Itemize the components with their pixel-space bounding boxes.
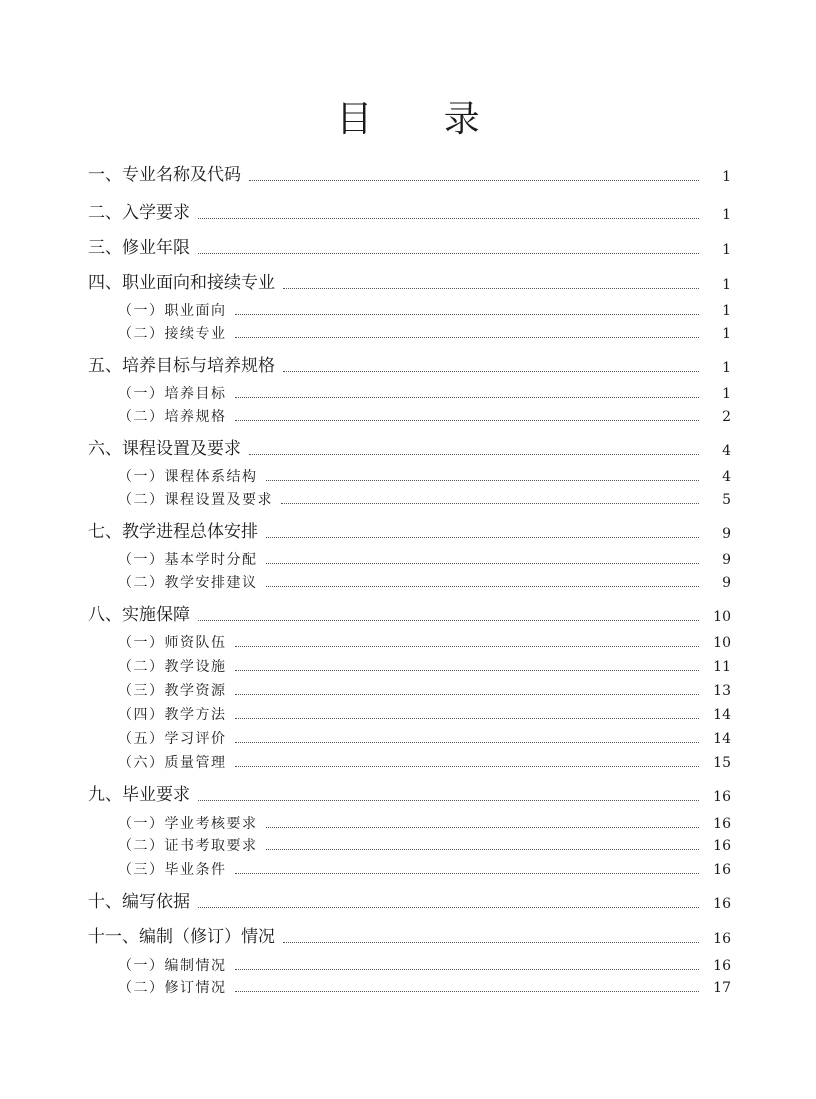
toc-entry-label: （二）证书考取要求 xyxy=(118,838,258,854)
toc-subentry-8-4[interactable] xyxy=(118,702,731,724)
dot-leader xyxy=(235,420,700,421)
toc-entry-label: 三、修业年限 xyxy=(88,238,190,258)
toc-subentry-9-2[interactable] xyxy=(118,833,731,855)
toc-subentry-6-2[interactable] xyxy=(118,487,731,509)
toc-entry-label: 二、入学要求 xyxy=(88,203,190,223)
dot-leader xyxy=(283,288,699,289)
dot-leader xyxy=(198,907,699,908)
toc-entry-label: （六）质量管理 xyxy=(118,755,227,771)
toc-page-number: 1 xyxy=(722,277,731,293)
toc-page-number: 14 xyxy=(713,731,731,747)
toc-entry-label: （四）教学方法 xyxy=(118,707,227,723)
toc-page-number: 17 xyxy=(713,980,731,996)
toc-entry-9[interactable] xyxy=(88,780,731,806)
toc-page-number: 1 xyxy=(722,326,731,342)
toc-entry-label: （三）教学资源 xyxy=(118,683,227,699)
toc-page-number: 10 xyxy=(713,609,731,625)
toc-entry-10[interactable] xyxy=(88,887,731,913)
toc-page-number: 9 xyxy=(722,526,731,542)
toc-entry-label: （一）编制情况 xyxy=(118,958,227,974)
dot-leader xyxy=(283,371,699,372)
toc-entry-2[interactable] xyxy=(88,198,731,224)
dot-leader xyxy=(235,670,700,671)
toc-subentry-7-2[interactable] xyxy=(118,570,731,592)
toc-page-number: 2 xyxy=(722,409,731,425)
dot-leader xyxy=(235,991,700,992)
toc-page-number: 16 xyxy=(713,931,731,947)
page-title: 目 录 xyxy=(336,99,510,140)
toc-page-number: 1 xyxy=(722,303,731,319)
toc-page-number: 10 xyxy=(713,635,731,651)
dot-leader xyxy=(266,563,700,564)
toc-subentry-8-3[interactable] xyxy=(118,678,731,700)
toc-entry-label: 八、实施保障 xyxy=(88,605,190,625)
dot-leader xyxy=(281,503,699,504)
toc-subentry-6-1[interactable] xyxy=(118,464,731,486)
toc-page-number: 16 xyxy=(713,789,731,805)
dot-leader xyxy=(249,454,699,455)
toc-page-number: 14 xyxy=(713,707,731,723)
toc-page-number: 15 xyxy=(713,755,731,771)
toc-entry-4[interactable] xyxy=(88,268,731,294)
toc-subentry-5-2[interactable] xyxy=(118,404,731,426)
toc-entry-label: 五、培养目标与培养规格 xyxy=(88,356,275,376)
dot-leader xyxy=(198,218,699,219)
dot-leader xyxy=(198,620,699,621)
dot-leader xyxy=(235,694,700,695)
toc-page-number: 4 xyxy=(722,469,731,485)
toc-entry-6[interactable] xyxy=(88,434,731,460)
toc-entry-label: （一）师资队伍 xyxy=(118,635,227,651)
dot-leader xyxy=(266,480,700,481)
toc-entry-label: （二）接续专业 xyxy=(118,326,227,342)
toc-page-number: 9 xyxy=(722,575,731,591)
toc-page-number: 1 xyxy=(722,169,731,185)
toc-entry-label: 九、毕业要求 xyxy=(88,785,190,805)
toc-subentry-7-1[interactable] xyxy=(118,547,731,569)
toc-entry-label: 四、职业面向和接续专业 xyxy=(88,273,275,293)
toc-subentry-8-5[interactable] xyxy=(118,726,731,748)
toc-subentry-8-2[interactable] xyxy=(118,654,731,676)
dot-leader xyxy=(235,969,700,970)
toc-page-number: 16 xyxy=(713,958,731,974)
toc-entry-label: 十、编写依据 xyxy=(88,892,190,912)
toc-entry-11[interactable] xyxy=(88,922,731,948)
toc-subentry-9-1[interactable] xyxy=(118,811,731,833)
toc-page-number: 16 xyxy=(713,838,731,854)
toc-entry-7[interactable] xyxy=(88,517,731,543)
toc-page-number: 16 xyxy=(713,896,731,912)
toc-entry-label: 十一、编制（修订）情况 xyxy=(88,927,275,947)
toc-subentry-4-2[interactable] xyxy=(118,321,731,343)
toc-subentry-11-1[interactable] xyxy=(118,953,731,975)
toc-page-number: 9 xyxy=(722,552,731,568)
dot-leader xyxy=(235,314,700,315)
dot-leader xyxy=(235,337,700,338)
toc-subentry-11-2[interactable] xyxy=(118,975,731,997)
dot-leader xyxy=(283,942,699,943)
toc-page-number: 5 xyxy=(722,492,731,508)
toc-entry-3[interactable] xyxy=(88,233,731,259)
toc-subentry-8-6[interactable] xyxy=(118,750,731,772)
toc-entry-label: （五）学习评价 xyxy=(118,731,227,747)
toc-entry-label: 七、教学进程总体安排 xyxy=(88,522,258,542)
toc-entry-label: （二）课程设置及要求 xyxy=(118,492,273,508)
toc-page-number: 1 xyxy=(722,386,731,402)
toc-entry-label: （一）职业面向 xyxy=(118,303,227,319)
dot-leader xyxy=(235,718,700,719)
toc-entry-label: （一）学业考核要求 xyxy=(118,816,258,832)
toc-entry-1[interactable] xyxy=(88,160,731,186)
dot-leader xyxy=(235,873,700,874)
toc-entry-label: （一）培养目标 xyxy=(118,386,227,402)
toc-entry-label: 六、课程设置及要求 xyxy=(88,439,241,459)
toc-page-number: 16 xyxy=(713,816,731,832)
toc-page-number: 4 xyxy=(722,443,731,459)
toc-entry-8[interactable] xyxy=(88,600,731,626)
dot-leader xyxy=(235,646,700,647)
dot-leader xyxy=(235,397,700,398)
toc-page-number: 1 xyxy=(722,242,731,258)
toc-entry-label: （一）课程体系结构 xyxy=(118,469,258,485)
toc-subentry-5-1[interactable] xyxy=(118,381,731,403)
toc-entry-label: 一、专业名称及代码 xyxy=(88,165,241,185)
toc-entry-label: （二）教学安排建议 xyxy=(118,575,258,591)
toc-entry-label: （二）修订情况 xyxy=(118,980,227,996)
dot-leader xyxy=(266,849,700,850)
toc-page-number: 13 xyxy=(713,683,731,699)
toc-entry-label: （一）基本学时分配 xyxy=(118,552,258,568)
toc-page-number: 11 xyxy=(713,659,731,675)
dot-leader xyxy=(249,180,699,181)
dot-leader xyxy=(266,586,700,587)
toc-page-number: 1 xyxy=(722,207,731,223)
toc-subentry-4-1[interactable] xyxy=(118,298,731,320)
dot-leader xyxy=(235,766,700,767)
toc-subentry-9-3[interactable] xyxy=(118,857,731,879)
dot-leader xyxy=(235,742,700,743)
dot-leader xyxy=(198,253,699,254)
dot-leader xyxy=(266,537,699,538)
dot-leader xyxy=(266,827,700,828)
toc-entry-label: （三）毕业条件 xyxy=(118,862,227,878)
toc-entry-5[interactable] xyxy=(88,351,731,377)
toc-subentry-8-1[interactable] xyxy=(118,630,731,652)
toc-page-number: 16 xyxy=(713,862,731,878)
toc-entry-label: （二）教学设施 xyxy=(118,659,227,675)
dot-leader xyxy=(198,800,699,801)
toc-page-number: 1 xyxy=(722,360,731,376)
toc-entry-label: （二）培养规格 xyxy=(118,409,227,425)
